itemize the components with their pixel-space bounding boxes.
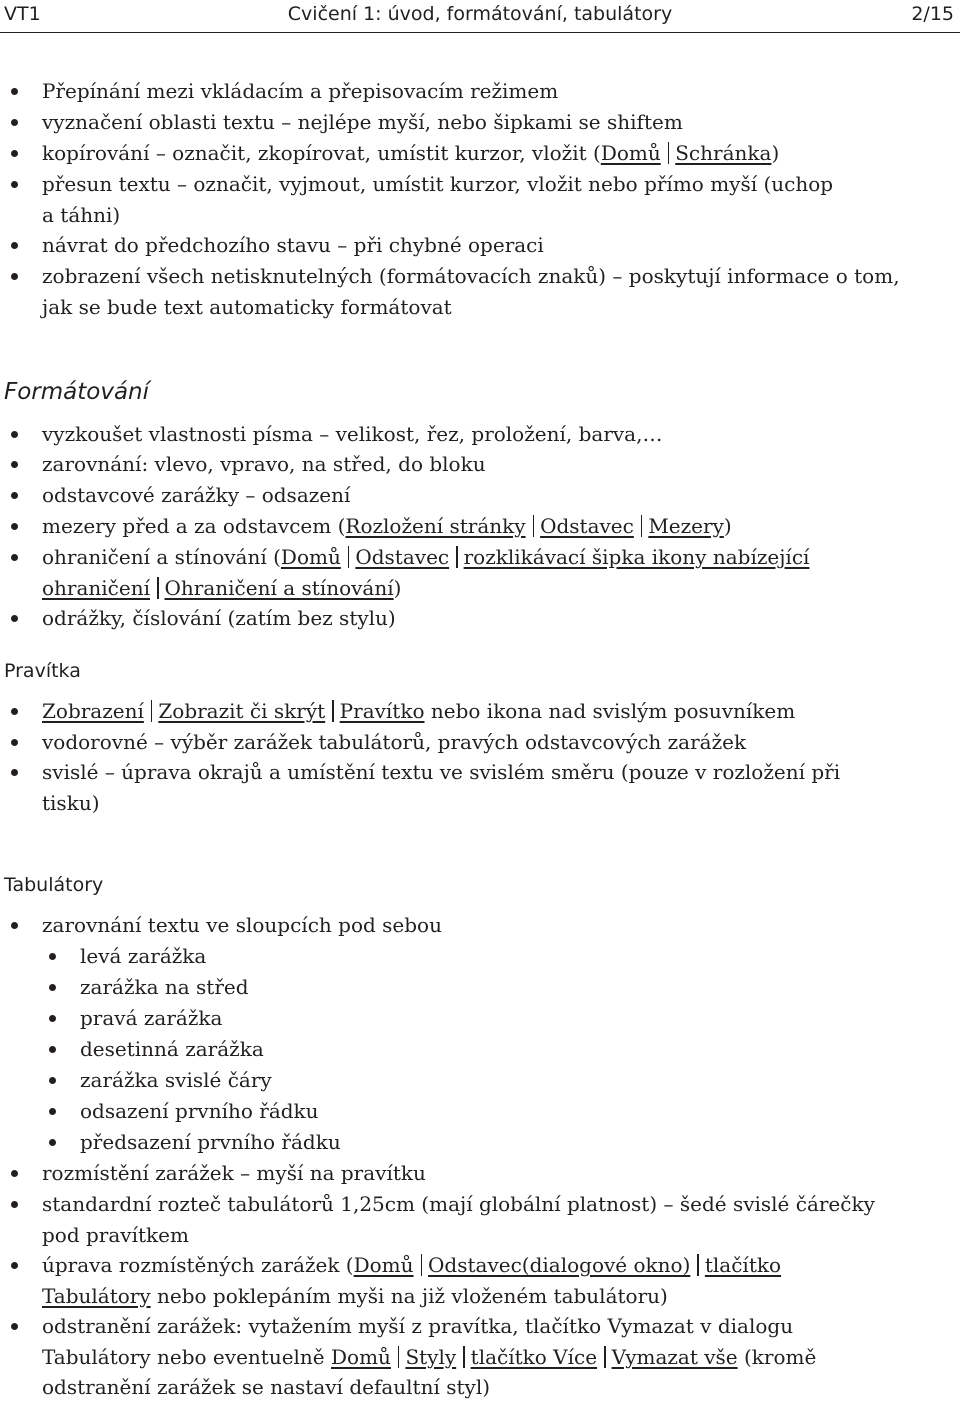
menu-path-dropdown-arrow: rozklikávací šipka ikony nabízející: [463, 545, 810, 569]
sub-list-item: levá zarážka: [80, 941, 940, 972]
bullet-icon: [11, 739, 18, 746]
bullet-icon: [49, 1046, 56, 1053]
menu-path-spacing: Mezery: [648, 514, 724, 538]
menu-path-view: Zobrazení: [42, 699, 144, 723]
sub-list-item: předsazení prvního řádku: [80, 1127, 940, 1158]
list-item: Zobrazení Zobrazit či skrýt Pravítko nebo ikona nad svislým posuvníkem: [42, 696, 947, 727]
list-item: úprava rozmístěných zarážek (Domů Odstavec(dialogové okno) tlačítko Tabulátory nebo poklepáním myši na již vloženém tabulátoru): [42, 1250, 947, 1311]
list-item: rozmístění zarážek – myší na pravítku: [42, 1158, 947, 1189]
bullet-icon: [11, 523, 18, 530]
menu-path-home: Domů: [600, 141, 661, 165]
bullet-icon: [49, 984, 56, 991]
menu-path-show-hide: Zobrazit či skrýt: [158, 699, 326, 723]
path-separator: [533, 515, 535, 537]
list-item: zarovnání textu ve sloupcích pod sebou: [42, 910, 947, 941]
menu-path-clipboard: Schránka: [675, 141, 772, 165]
page-title: Cvičení 1: úvod, formátování, tabulátory: [287, 3, 673, 25]
list-item: přesun textu – označit, vyjmout, umístit kurzor, vložit nebo přímo myší (uchop a táhni): [42, 169, 947, 230]
menu-path-paragraph: Odstavec: [540, 514, 634, 538]
list-item: zarovnání: vlevo, vpravo, na střed, do bloku: [42, 449, 947, 480]
section-heading-formatting: Formátování: [4, 379, 150, 405]
section-heading-rulers: Pravítka: [4, 660, 81, 682]
list-item: mezery před a za odstavcem (Rozložení stránky Odstavec Mezery): [42, 511, 947, 542]
menu-path-more-button: tlačítko Více: [470, 1344, 598, 1369]
section-heading-tabs: Tabulátory: [4, 874, 104, 896]
list-item: kopírování – označit, zkopírovat, umístit kurzor, vložit (Domů Schránka): [42, 138, 947, 169]
menu-path-ruler: Pravítko: [339, 699, 425, 723]
sub-list-item: zarážka na střed: [80, 972, 940, 1003]
path-separator: [463, 1346, 465, 1368]
bullet-icon: [11, 1323, 18, 1330]
bullet-icon: [11, 119, 18, 126]
list-item: ohraničení a stínování (Domů Odstavec rozklikávací šipka ikony nabízející ohraničení Ohraničení a stínování): [42, 542, 947, 603]
bullet-icon: [49, 1108, 56, 1115]
list-item: Přepínání mezi vkládacím a přepisovacím režimem: [42, 76, 947, 107]
list-item: vodorovné – výběr zarážek tabulátorů, pravých odstavcových zarážek: [42, 727, 947, 758]
list-item: odstranění zarážek: vytažením myší z pravítka, tlačítko Vymazat v dialogu Tabulátory nebo eventuelně Domů Styly tlačítko Více Vymazat vše (kromě odstranění zarážek se nastaví defaultní styl): [42, 1311, 947, 1403]
path-separator: [151, 700, 153, 722]
menu-path-styles: Styly: [405, 1344, 457, 1369]
menu-path-home: Domů: [353, 1253, 414, 1277]
menu-path-home: Domů: [331, 1344, 391, 1369]
list-item: návrat do předchozího stavu – při chybné operaci: [42, 230, 947, 261]
path-separator: [332, 700, 334, 722]
bullet-icon: [11, 492, 18, 499]
bullet-icon: [11, 554, 18, 561]
menu-path-tabs: Tabulátory: [42, 1283, 151, 1308]
bullet-icon: [11, 615, 18, 622]
path-separator: [604, 1346, 606, 1368]
bullet-icon: [11, 431, 18, 438]
bullet-icon: [49, 953, 56, 960]
sub-list-item: pravá zarážka: [80, 1003, 940, 1034]
bullet-icon: [11, 461, 18, 468]
menu-path-button: tlačítko: [704, 1253, 782, 1277]
page-number: 2/15: [911, 3, 954, 25]
menu-path-home: Domů: [280, 545, 341, 569]
path-separator: [641, 515, 643, 537]
menu-path-paragraph: Odstavec: [355, 545, 450, 569]
path-separator: [456, 546, 458, 568]
bullet-icon: [49, 1077, 56, 1084]
path-separator: [697, 1254, 699, 1276]
menu-path-borders: ohraničení: [42, 575, 150, 600]
bullet-icon: [49, 1015, 56, 1022]
bullet-icon: [11, 708, 18, 715]
page-header: [0, 0, 960, 33]
list-item: vyznačení oblasti textu – nejlépe myší, nebo šipkami se shiftem: [42, 107, 947, 138]
bullet-icon: [11, 1170, 18, 1177]
list-item: zobrazení všech netisknutelných (formátovacích znaků) – poskytují informace o tom, jak se bude text automaticky formátovat: [42, 261, 947, 322]
menu-path-borders-shading: Ohraničení a stínování: [164, 575, 394, 600]
sub-list-item: odsazení prvního řádku: [80, 1096, 940, 1127]
bullet-icon: [11, 273, 18, 280]
bullet-icon: [11, 88, 18, 95]
path-separator: [348, 546, 350, 568]
menu-path-paragraph-dialog: Odstavec(dialogové okno): [428, 1253, 691, 1277]
path-separator: [421, 1254, 423, 1276]
bullet-icon: [11, 242, 18, 249]
list-item: standardní rozteč tabulátorů 1,25cm (mají globální platnost) – šedé svislé čárečky pod pravítkem: [42, 1189, 947, 1250]
sub-list-item: desetinná zarážka: [80, 1034, 940, 1065]
bullet-icon: [11, 1262, 18, 1269]
bullet-icon: [11, 150, 18, 157]
bullet-icon: [11, 922, 18, 929]
menu-path-clear-all: Vymazat vše: [611, 1344, 738, 1369]
list-item: odrážky, číslování (zatím bez stylu): [42, 603, 947, 634]
bullet-icon: [11, 181, 18, 188]
path-separator: [398, 1346, 400, 1368]
bullet-icon: [11, 769, 18, 776]
bullet-icon: [49, 1139, 56, 1146]
path-separator: [668, 142, 670, 164]
sub-list-item: zarážka svislé čáry: [80, 1065, 940, 1096]
list-item: svislé – úprava okrajů a umístění textu ve svislém směru (pouze v rozložení při tisku): [42, 757, 947, 818]
list-item: vyzkoušet vlastnosti písma – velikost, řez, proložení, barva,…: [42, 419, 947, 450]
course-code: VT1: [4, 3, 41, 25]
menu-path-layout: Rozložení stránky: [345, 514, 526, 538]
bullet-icon: [11, 1201, 18, 1208]
list-item: odstavcové zarážky – odsazení: [42, 480, 947, 511]
path-separator: [157, 577, 159, 599]
